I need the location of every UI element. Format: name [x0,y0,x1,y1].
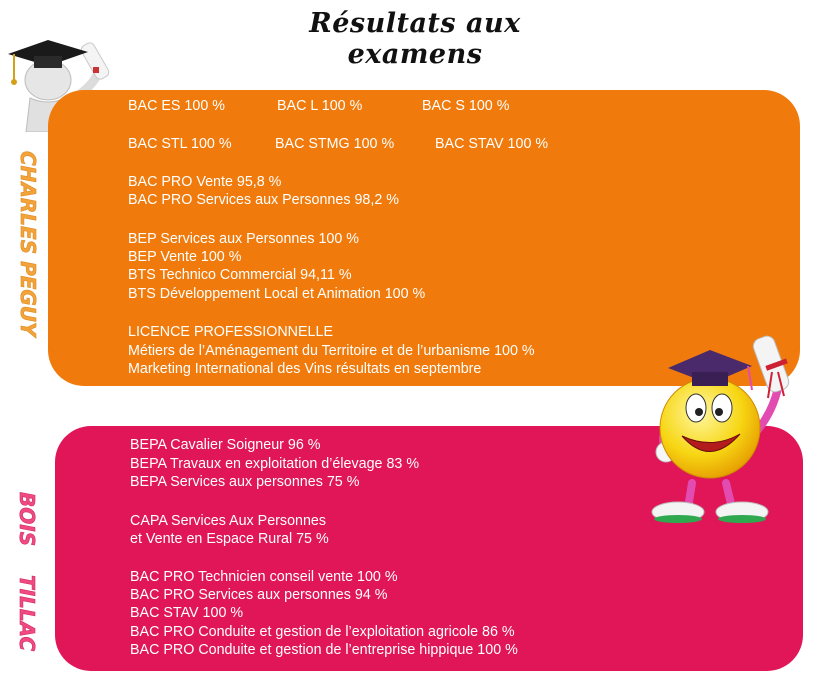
result-item: Marketing International des Vins résultats en septembre [128,361,482,377]
result-item: BTS Développement Local et Animation 100 % [128,286,426,302]
result-heading: LICENCE PROFESSIONNELLE [128,324,333,340]
result-item: et Vente en Espace Rural 75 % [130,531,329,547]
bois-tillac-label: BOIS TILLAC [15,492,39,652]
result-item: BAC STL 100 % [128,136,232,152]
result-item: BAC STAV 100 % [435,136,549,152]
result-item: Métiers de l’Aménagement du Territoire et de l’urbanisme 100 % [128,343,535,359]
result-item: BAC PRO Services aux Personnes 98,2 % [128,192,399,208]
result-item: BAC PRO Conduite et gestion de l’entreprise hippique 100 % [130,642,518,658]
result-item: BEPA Services aux personnes 75 % [130,474,360,490]
page-title: Résultats aux examens [309,8,521,70]
result-item: BEP Vente 100 % [128,249,242,265]
result-item: BEPA Cavalier Soigneur 96 % [130,437,321,453]
smiley-graduate-icon [640,328,825,528]
result-item: BAC STMG 100 % [275,136,395,152]
result-item: CAPA Services Aux Personnes [130,513,327,529]
result-item: BAC ES 100 % [128,98,225,114]
result-item: BEPA Travaux en exploitation d’élevage 83 % [130,456,420,472]
result-item: BAC PRO Conduite et gestion de l’exploitation agricole 86 % [130,624,515,640]
result-item: BAC S 100 % [422,98,510,114]
result-item: BAC STAV 100 % [130,605,244,621]
result-item: BAC PRO Technicien conseil vente 100 % [130,569,398,585]
result-item: BAC L 100 % [277,98,363,114]
charles-peguy-label: CHARLES PEGUY [16,151,40,337]
result-item: BEP Services aux Personnes 100 % [128,231,359,247]
result-item: BAC PRO Vente 95,8 % [128,174,282,190]
result-item: BAC PRO Services aux personnes 94 % [130,587,388,603]
result-item: BTS Technico Commercial 94,11 % [128,267,352,283]
